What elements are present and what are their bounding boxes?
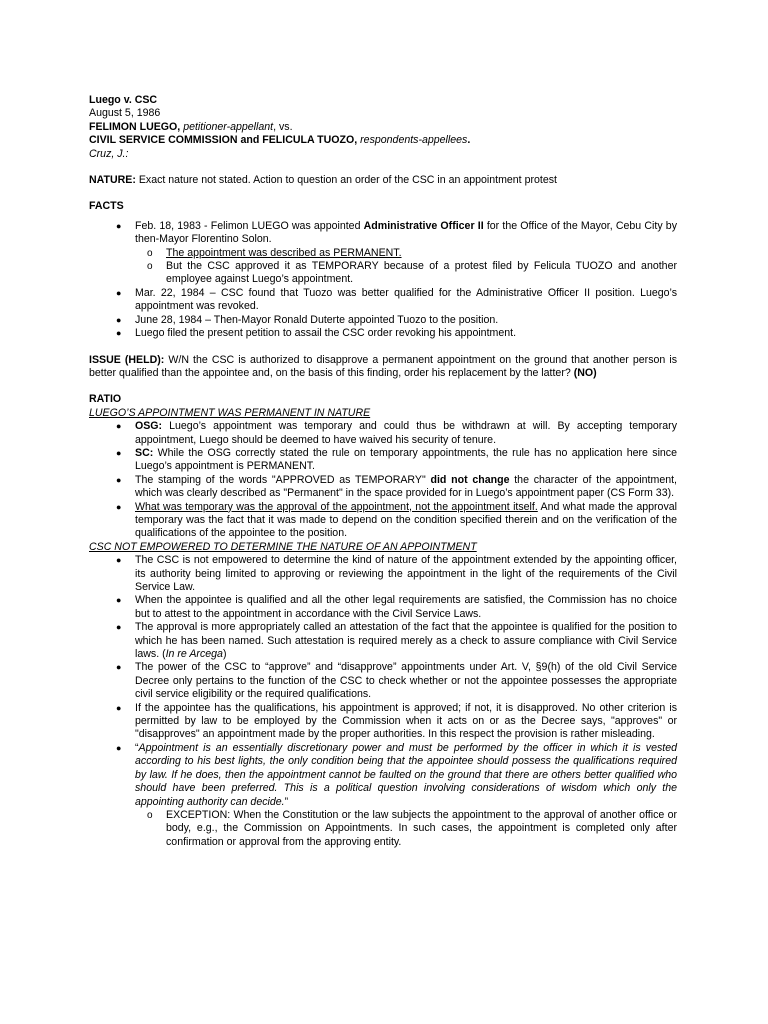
ratio-text: Luego’s appointment was temporary and could thus be withdrawn at will. By accepting temporary appointment, Luego should be deemed to have waived his security of tenure. — [135, 420, 677, 446]
ratio-list-1 — [89, 420, 677, 541]
fact-text: But the CSC approved it as TEMPORARY because of a protest filed by Felicula TUOZO and another employee against Luego’s appointment. — [166, 260, 677, 286]
nature — [89, 174, 677, 187]
issue — [89, 354, 677, 381]
list-item — [89, 594, 677, 621]
issue-label: ISSUE (HELD): — [89, 353, 165, 366]
bullet-icon: ● — [116, 595, 122, 606]
case-digest — [89, 94, 677, 849]
list-item — [135, 247, 677, 260]
ratio-citation: In re Arcega — [165, 648, 223, 661]
bullet-icon: ● — [116, 421, 122, 432]
list-item — [89, 314, 677, 327]
list-item — [89, 702, 677, 742]
case-title: Luego v. CSC — [89, 94, 158, 106]
ratio-list-2 — [89, 554, 677, 849]
fact-text: for the Office of the Mayor, Cebu City by then-Mayor Florentino Solon. — [135, 219, 678, 246]
ratio-text: The power of the CSC to “approve” and “disapprove” appointments under Art. V, §9(h) of the old Civil Service Decree only pertains to the function of the CSC to check whether or not the appointee possesses the appropriate civil service eligibility or the required qualifications. — [135, 661, 677, 701]
fact-text: Feb. 18, 1983 - Felimon LUEGO was appointed — [135, 219, 364, 232]
bullet-icon: ● — [116, 287, 122, 298]
fact-text: June 28, 1984 – Then-Mayor Ronald Duterte appointed Tuozo to the position. — [135, 313, 499, 326]
ratio-text: EXCEPTION: When the Constitution or the law subjects the appointment to the approval of another office or body, e.g., the Commission on Appointments. In such cases, the appointment is completed only after confirmation or approval from the approving entity. — [166, 808, 677, 848]
ratio-emphasis: did not change — [430, 473, 510, 486]
ratio-underlined: What was temporary was the approval of the appointment, not the appointment itself. — [135, 500, 538, 513]
case-date: August 5, 1986 — [89, 107, 161, 120]
nature-label: NATURE: — [89, 174, 136, 187]
bullet-icon: o — [147, 261, 153, 273]
fact-text: The appointment was described as PERMANENT. — [166, 246, 402, 259]
bullet-icon: ● — [116, 220, 122, 231]
ratio-text: The CSC is not empowered to determine the kind of nature of the appointment extended by the appointing officer, its authority being limited to approving or reviewing the appointment in the light of the requirements of the Civil Service Law. — [135, 554, 677, 593]
party-2-end: . — [467, 134, 471, 147]
list-item — [135, 809, 677, 849]
quote-mark: “ — [135, 741, 139, 754]
list-item — [89, 501, 677, 541]
bullet-icon: ● — [116, 328, 122, 339]
ratio-subheading-2: CSC NOT EMPOWERED TO DETERMINE THE NATURE OF AN APPOINTMENT — [89, 540, 477, 553]
list-item — [89, 742, 677, 849]
party-1-name: FELIMON LUEGO, — [89, 120, 181, 133]
ratio-text: ) — [222, 648, 227, 661]
nature-text: Exact nature not stated. Action to question an order of the CSC in an appointment protest — [135, 174, 557, 187]
facts-heading: FACTS — [89, 200, 124, 213]
party-2-role: respondents-appellees — [360, 134, 468, 147]
party-1-role: petitioner-appellant — [183, 120, 274, 133]
fact-text: Mar. 22, 1984 – CSC found that Tuozo was better qualified for the Administrative Officer II position. Luego’s appointment was revoked. — [135, 286, 677, 313]
bullet-icon: ● — [116, 622, 122, 633]
list-item — [89, 474, 677, 501]
fact-text: Luego filed the present petition to assail the CSC order revoking his appointment. — [135, 327, 517, 340]
facts-sublist — [135, 247, 677, 287]
ratio-heading: RATIO — [89, 393, 122, 406]
facts-list — [89, 220, 677, 341]
list-item — [89, 661, 677, 701]
ponente: Cruz, J.: — [89, 147, 129, 160]
ratio-text: And what made the approval temporary was the fact that it was made to depend on the condition specified therein and on the verification of the qualifications of the appointee to the position. — [135, 500, 677, 540]
bullet-icon: ● — [116, 501, 122, 512]
list-item — [89, 287, 677, 314]
party-2 — [89, 134, 677, 147]
bullet-icon: ● — [116, 555, 122, 566]
ratio-text: The approval is more appropriately called an attestation of the fact that the appointee is qualified for the position to which he has been named. Such attestation is required merely as a check to assure compliance with Civil Service laws. ( — [135, 621, 677, 661]
ratio-text: the character of the appointment, which was clearly described as "Permanent" in the space provided for in Luego’s appointment paper (CS Form 33). — [135, 473, 677, 500]
party-2-name: CIVIL SERVICE COMMISSION and FELICULA TUOZO, — [89, 134, 358, 147]
ratio-label: SC: — [135, 446, 154, 459]
quote-mark: ” — [284, 795, 289, 808]
list-item — [89, 420, 677, 447]
bullet-icon: o — [147, 809, 153, 821]
issue-answer: (NO) — [573, 366, 597, 379]
bullet-icon: ● — [116, 662, 122, 673]
ratio-text: When the appointee is qualified and all the other legal requirements are satisfied, the Commission has no choice but to attest to the appointment in accordance with the Civil Service Laws. — [135, 594, 677, 620]
party-1 — [89, 121, 677, 134]
bullet-icon: ● — [116, 447, 122, 458]
ratio-label: OSG: — [135, 420, 163, 433]
bullet-icon: ● — [116, 742, 122, 753]
ratio-quote: Appointment is an essentially discretionary power and must be performed by the officer in which it is vested according to his best lights, the only condition being that the appointee should possess the qualifications required by law. If he does, then the appointment cannot be faulted on the ground that there are others better qualified who should have been preferred. This is a political question involving considerations of wisdom which only the appointing authority can decide. — [135, 741, 677, 808]
fact-emphasis: Administrative Officer II — [363, 219, 484, 232]
list-item — [89, 327, 677, 340]
bullet-icon: ● — [116, 474, 122, 485]
list-item — [89, 220, 677, 287]
list-item — [89, 621, 677, 661]
party-1-sep: , vs. — [273, 120, 293, 133]
issue-text: W/N the CSC is authorized to disapprove a permanent appointment on the ground that another person is better qualified than the appointee and, on the basis of this finding, order his replacement by the latter? — [89, 353, 677, 379]
list-item — [135, 260, 677, 287]
bullet-icon: ● — [116, 314, 122, 325]
ratio-sublist — [135, 809, 677, 849]
ratio-text: While the OSG correctly stated the rule on temporary appointments, the rule has no application here since Luego’s appointment is PERMANENT. — [135, 446, 677, 473]
bullet-icon: o — [147, 247, 153, 259]
ratio-text: The stamping of the words "APPROVED as TEMPORARY" — [135, 473, 431, 486]
bullet-icon: ● — [116, 702, 122, 713]
ratio-text: If the appointee has the qualifications, his appointment is approved; if not, it is disapproved. No other criterion is permitted by law to be employed by the Commission when it acts on or as the Decree says, "approves" or "disapproves" an appointment made by the proper authorities. In this respect the provision is rather misleading. — [135, 701, 677, 741]
list-item — [89, 447, 677, 474]
ratio-subheading-1: LUEGO’S APPOINTMENT WAS PERMANENT IN NATURE — [89, 406, 371, 419]
list-item — [89, 554, 677, 594]
